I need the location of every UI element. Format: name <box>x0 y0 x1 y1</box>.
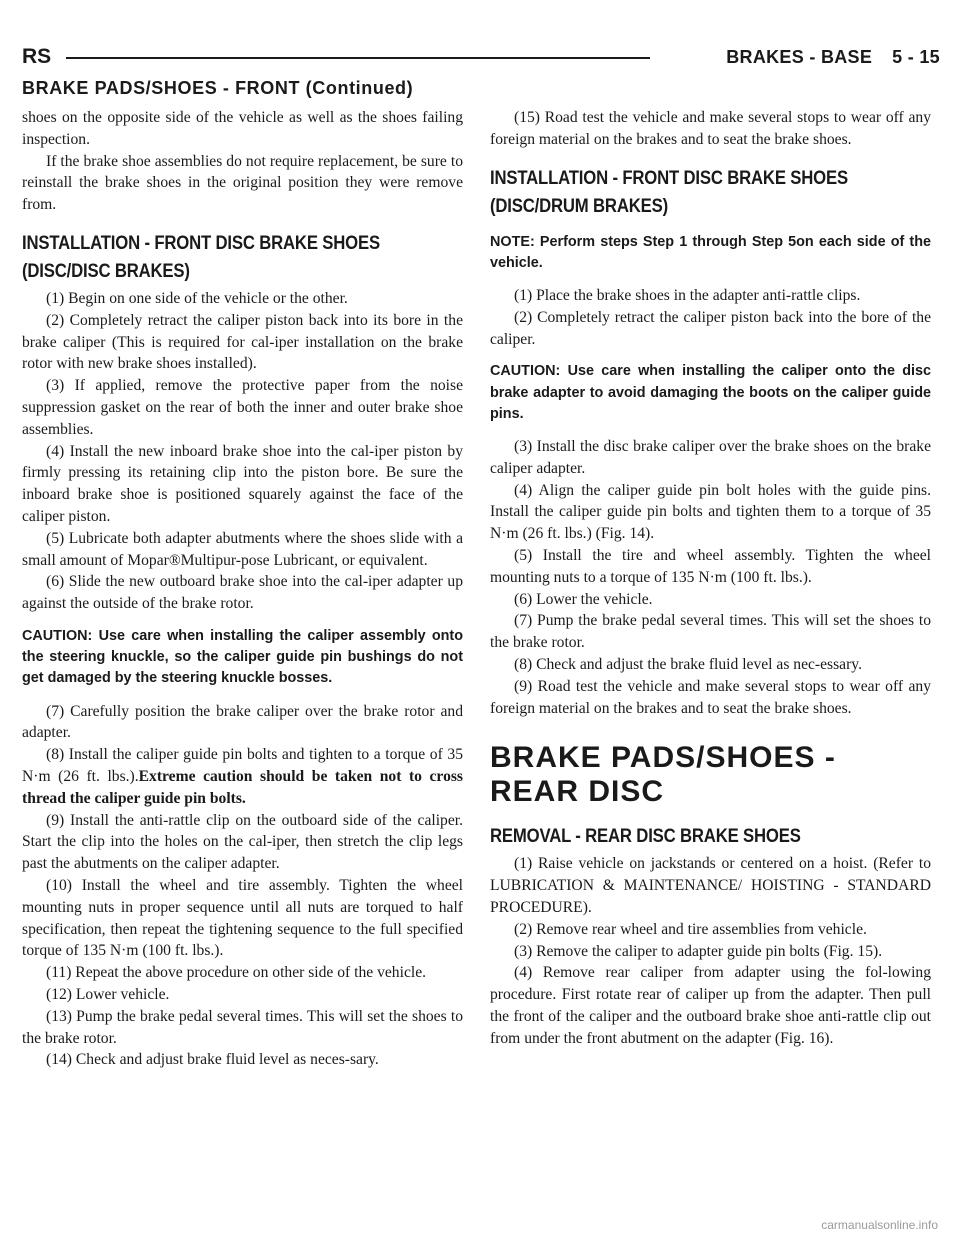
step: (2) Completely retract the caliper piston back into its bore in the brake caliper (This is required for cal-iper installation on the brake rotor with new brake shoes installed). <box>22 311 463 373</box>
header-rule <box>66 57 650 59</box>
step: (6) Slide the new outboard brake shoe into the cal-iper adapter up against the outside of the brake rotor. <box>22 573 463 613</box>
step: (12) Lower vehicle. <box>46 985 170 1003</box>
step <box>22 744 463 809</box>
section-heading: INSTALLATION - FRONT DISC BRAKE SHOES (DISC/DISC BRAKES) <box>22 232 380 282</box>
step: (6) Lower the vehicle. <box>514 590 653 608</box>
note: NOTE: Perform steps Step 1 through Step 5on each side of the vehicle. <box>490 233 931 271</box>
step: (9) Install the anti-rattle clip on the outboard side of the caliper. Start the clip into the holes on the cal-iper, then stretch the clip legs past the abutments on the caliper adapter. <box>22 811 463 873</box>
step: (8) Check and adjust the brake fluid level as nec-essary. <box>514 655 862 673</box>
section-heading: REMOVAL - REAR DISC BRAKE SHOES <box>490 826 801 848</box>
step: (14) Check and adjust brake fluid level as neces-sary. <box>46 1051 379 1069</box>
step: (10) Install the wheel and tire assembly. Tighten the wheel mounting nuts in proper sequence until all nuts are torqued to half specification, then repeat the tightening sequence to the full specified torque of 135 N·m (100 ft. lbs.). <box>22 876 463 960</box>
step: (13) Pump the brake pedal several times. This will set the shoes to the brake rotor. <box>22 1007 463 1047</box>
section-heading: INSTALLATION - FRONT DISC BRAKE SHOES (DISC/DRUM BRAKES) <box>490 167 848 217</box>
step: (4) Align the caliper guide pin bolt holes with the guide pins. Install the caliper guide pin bolts and tighten them to a torque of 35 N·m (26 ft. lbs.) (Fig. 14). <box>490 481 931 543</box>
step: (11) Repeat the above procedure on other side of the vehicle. <box>46 964 427 982</box>
step: (5) Lubricate both adapter abutments where the shoes slide with a small amount of Mopar®Multipur-pose Lubricant, or equivalent. <box>22 529 463 569</box>
step: (3) Install the disc brake caliper over the brake shoes on the brake caliper adapter. <box>490 438 931 477</box>
page-header <box>22 44 940 70</box>
page-number: 5 - 15 <box>892 47 940 67</box>
step: (1) Raise vehicle on jackstands or centered on a hoist. (Refer to LUBRICATION & MAINTENANCE/ HOISTING - STANDARD PROCEDURE). <box>490 855 931 916</box>
step: (5) Install the tire and wheel assembly. Tighten the wheel mounting nuts to a torque of 135 N·m (100 ft. lbs.). <box>490 546 931 586</box>
step: (2) Completely retract the caliper piston back into the bore of the caliper. <box>490 308 931 348</box>
step: (4) Install the new inboard brake shoe into the cal-iper piston by firmly pressing its retaining clip into the piston bore. Be sure the inboard brake shoe is positioned squarely against the face of the caliper piston. <box>22 442 463 525</box>
header-right <box>726 44 940 70</box>
manual-code: RS <box>22 45 52 68</box>
caution-note: CAUTION: Use care when installing the caliper onto the disc brake adapter to avoid damaging the boots on the caliper guide pins. <box>490 363 931 422</box>
step: (4) Remove rear caliper from adapter using the fol-lowing procedure. First rotate rear of caliper up from the adapter. Then pull the front of the caliper and the outboard brake shoe anti-rattle clip out from under the front abutment on the adapter (Fig. 16). <box>490 964 931 1047</box>
step: (7) Pump the brake pedal several times. This will set the shoes to the brake rotor. <box>490 612 931 652</box>
watermark: carmanualsonline.info <box>821 1218 938 1232</box>
step: (15) Road test the vehicle and make several stops to wear off any foreign material on the brakes and to seat the brake shoes. <box>490 109 931 148</box>
step: (1) Begin on one side of the vehicle or the other. <box>46 289 348 307</box>
paragraph: shoes on the opposite side of the vehicle as well as the shoes failing inspection. <box>22 109 463 148</box>
step-warning: Extreme caution should be taken not to cross thread the caliper guide pin bolts. <box>22 767 463 807</box>
paragraph: If the brake shoe assemblies do not require replacement, be sure to reinstall the brake shoes in the original position they were remove from. <box>22 152 463 214</box>
left-column <box>22 107 463 1071</box>
continued-title: BRAKE PADS/SHOES - FRONT (Continued) <box>22 78 414 98</box>
major-heading: BRAKE PADS/SHOES - REAR DISC <box>490 741 836 809</box>
step: (7) Carefully position the brake caliper over the brake rotor and adapter. <box>22 702 463 742</box>
step: (3) If applied, remove the protective paper from the noise suppression gasket on the rear of both the inner and outer brake shoe assemblies. <box>22 377 463 438</box>
caution-note: CAUTION: Use care when installing the caliper assembly onto the steering knuckle, so the caliper guide pin bushings do not get damaged by the steering knuckle bosses. <box>22 627 463 687</box>
right-column <box>490 107 931 1050</box>
step: (3) Remove the caliper to adapter guide pin bolts (Fig. 15). <box>514 942 883 960</box>
step: (9) Road test the vehicle and make several stops to wear off any foreign material on the brakes and to seat the brake shoes. <box>490 677 931 717</box>
section-name: BRAKES - BASE <box>726 47 873 67</box>
step: (2) Remove rear wheel and tire assemblies from vehicle. <box>514 920 867 938</box>
step: (1) Place the brake shoes in the adapter anti-rattle clips. <box>514 287 861 304</box>
step-text: (8) Install the caliper guide pin bolts and tighten to a torque of 35 N·m (26 ft. lbs.). <box>22 746 463 785</box>
